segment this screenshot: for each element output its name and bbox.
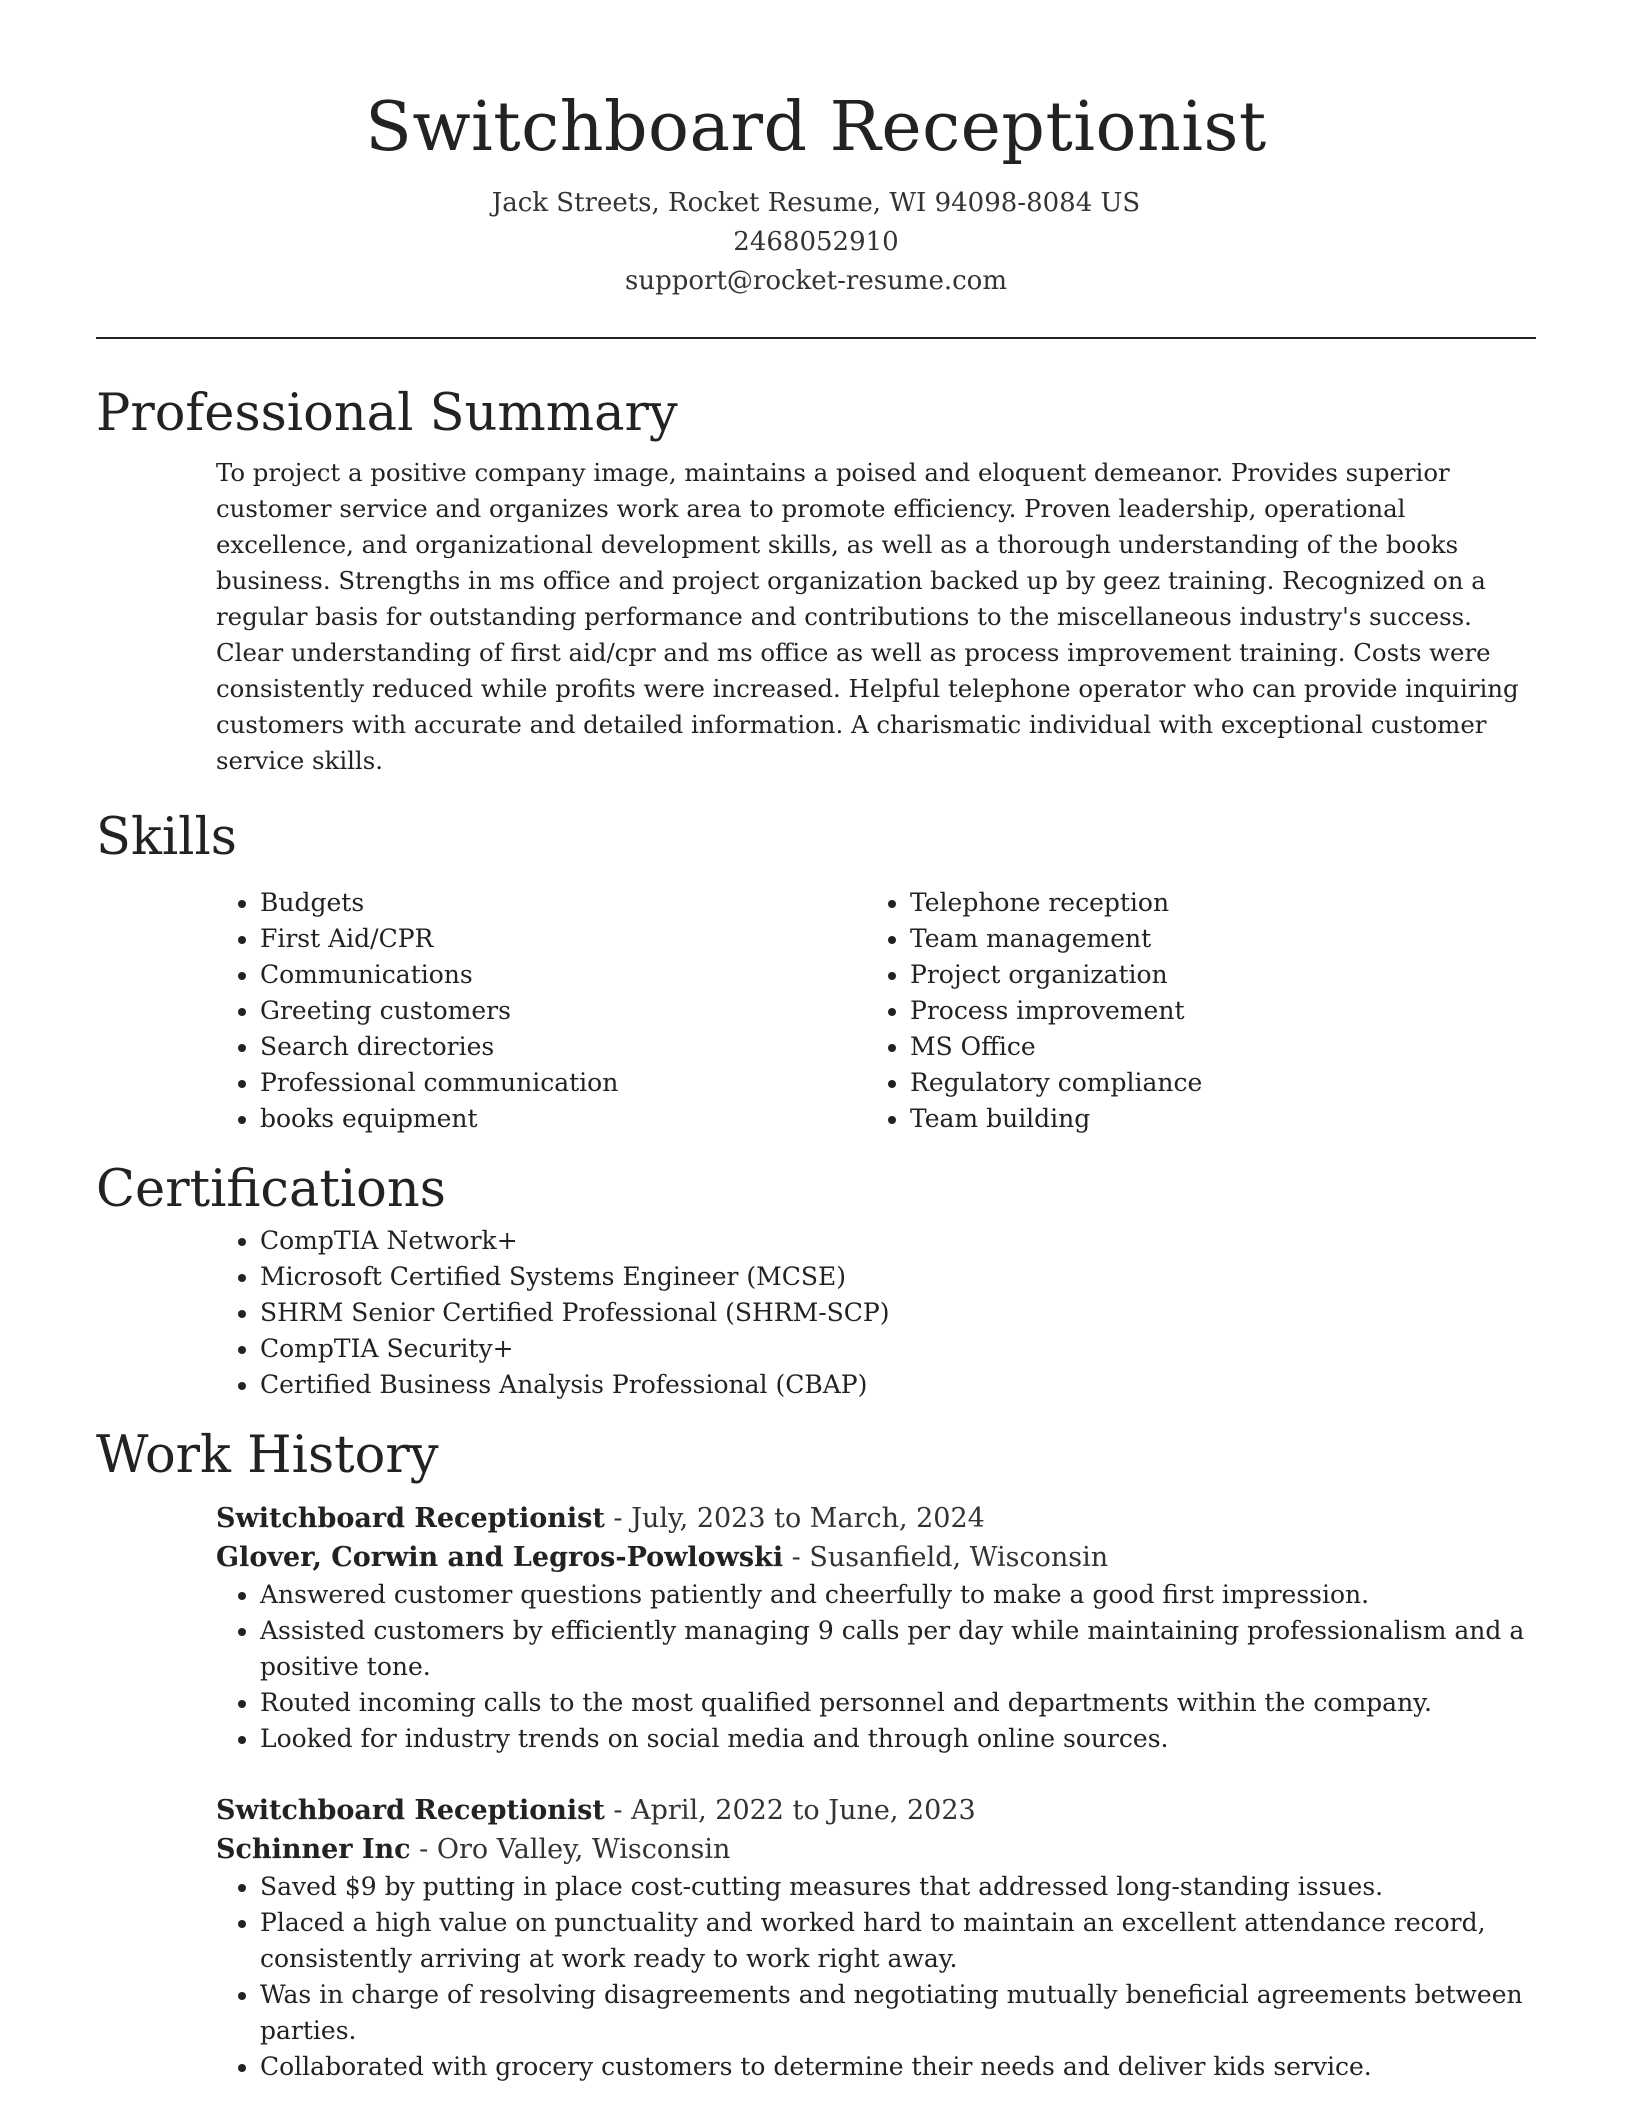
- skill-item: • Telephone reception: [910, 885, 1516, 921]
- skills-column-right: [866, 885, 1516, 1137]
- job-entry: [216, 1499, 1536, 1757]
- job-title: Switchboard Receptionist: [216, 1503, 605, 1534]
- work-history-section: [96, 1423, 1536, 2085]
- contact-address: Jack Streets, Rocket Resume, WI 94098-8084 US: [491, 188, 1141, 218]
- skills-column-left: [216, 885, 866, 1137]
- skill-item: • Communications: [260, 957, 866, 993]
- skill-item: • Team management: [910, 921, 1516, 957]
- job-duties-list: [216, 1577, 1536, 1757]
- job-title: Switchboard Receptionist: [216, 1795, 605, 1826]
- skill-item: • Process improvement: [910, 993, 1516, 1029]
- contact-email: support@rocket-resume.com: [624, 266, 1007, 296]
- job-duties-list: [216, 1869, 1536, 2085]
- job-company-line: Glover, Corwin and Legros-Powlowski - Susanfield, Wisconsin: [216, 1542, 1109, 1573]
- resume-page: [96, 0, 1536, 2085]
- skill-item: • Greeting customers: [260, 993, 866, 1029]
- header-divider: [96, 337, 1536, 339]
- certification-item: • Microsoft Certified Systems Engineer (MCSE): [260, 1259, 1536, 1295]
- job-duty: • Looked for industry trends on social media and through online sources.: [260, 1721, 1536, 1757]
- job-company: Schinner Inc: [216, 1834, 411, 1865]
- job-duty: • Placed a high value on punctuality and worked hard to maintain an excellent attendance record, consistently arriving at work ready to work right away.: [260, 1905, 1536, 1977]
- resume-name: Switchboard Receptionist: [365, 88, 1267, 167]
- job-duty: • Assisted customers by efficiently managing 9 calls per day while maintaining professionalism and a positive tone.: [260, 1613, 1536, 1685]
- certifications-section: [96, 1157, 1536, 1403]
- summary-section: [96, 381, 1536, 779]
- skills-section: [96, 805, 1536, 1137]
- job-duty: • Collaborated with grocery customers to determine their needs and deliver kids service.: [260, 2049, 1536, 2085]
- skill-item: • Project organization: [910, 957, 1516, 993]
- skill-item: • Regulatory compliance: [910, 1065, 1516, 1101]
- skill-item: • MS Office: [910, 1029, 1516, 1065]
- job-dates: April, 2022 to June, 2023: [631, 1795, 976, 1826]
- job-duty: • Routed incoming calls to the most qualified personnel and departments within the company.: [260, 1685, 1536, 1721]
- certifications-heading: Certifications: [96, 1160, 446, 1219]
- job-company: Glover, Corwin and Legros-Powlowski: [216, 1542, 784, 1573]
- skills-columns: [216, 885, 1536, 1137]
- work-history-heading: Work History: [96, 1426, 439, 1485]
- certifications-list: [216, 1223, 1536, 1403]
- contact-block: [96, 184, 1536, 301]
- certification-item: • CompTIA Security+: [260, 1331, 1536, 1367]
- skill-item: • books equipment: [260, 1101, 866, 1137]
- job-duty: • Saved $9 by putting in place cost-cutting measures that addressed long-standing issues.: [260, 1869, 1536, 1905]
- job-dates: July, 2023 to March, 2024: [631, 1503, 985, 1534]
- resume-header: [96, 0, 1536, 301]
- job-location: Oro Valley, Wisconsin: [436, 1834, 731, 1865]
- job-duty: • Was in charge of resolving disagreements and negotiating mutually beneficial agreements between parties.: [260, 1977, 1536, 2049]
- summary-text: To project a positive company image, maintains a poised and eloquent demeanor. Provides superior customer service and organizes work area to promote efficiency. Proven leadership, operational excellence, and organizational development skills, as well as a thorough understanding of the books business. Strengths in ms office and project organization backed up by geez training. Recognized on a regular basis for outstanding performance and contributions to the miscellaneous industry's success. Clear understanding of first aid/cpr and ms office as well as process improvement training. Costs were consistently reduced while profits were increased. Helpful telephone operator who can provide inquiring customers with accurate and detailed information. A charismatic individual with exceptional customer service skills.: [216, 458, 1519, 775]
- job-company-line: Schinner Inc - Oro Valley, Wisconsin: [216, 1834, 731, 1865]
- job-title-line: Switchboard Receptionist - April, 2022 to June, 2023: [216, 1795, 976, 1826]
- skill-item: • Professional communication: [260, 1065, 866, 1101]
- certification-item: • Certified Business Analysis Professional (CBAP): [260, 1367, 1536, 1403]
- certification-item: • SHRM Senior Certified Professional (SHRM-SCP): [260, 1295, 1536, 1331]
- job-location: Susanfield, Wisconsin: [809, 1542, 1109, 1573]
- skill-item: • First Aid/CPR: [260, 921, 866, 957]
- skill-item: • Team building: [910, 1101, 1516, 1137]
- contact-phone: 2468052910: [733, 227, 899, 257]
- skills-heading: Skills: [96, 808, 237, 867]
- certification-item: • CompTIA Network+: [260, 1223, 1536, 1259]
- summary-heading: Professional Summary: [96, 384, 678, 443]
- job-entry: [216, 1791, 1536, 2085]
- skill-item: • Search directories: [260, 1029, 866, 1065]
- skill-item: • Budgets: [260, 885, 866, 921]
- job-title-line: Switchboard Receptionist - July, 2023 to March, 2024: [216, 1503, 985, 1534]
- job-duty: • Answered customer questions patiently and cheerfully to make a good first impression.: [260, 1577, 1536, 1613]
